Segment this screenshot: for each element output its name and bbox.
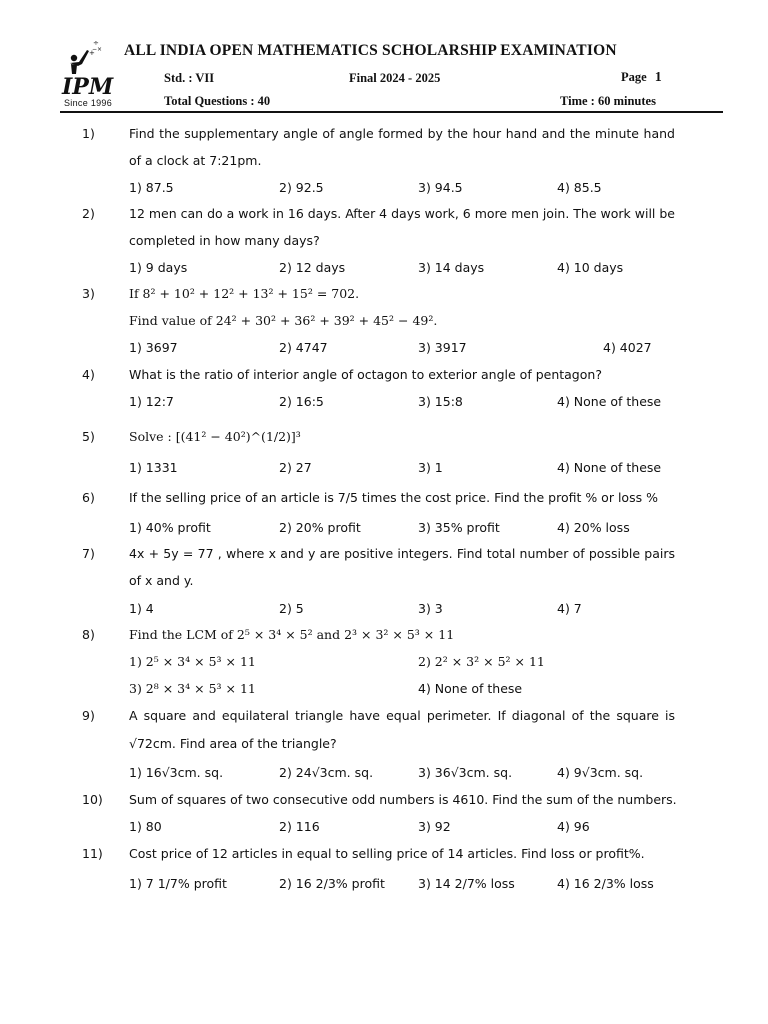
question-text-line: Find value of 24² + 30² + 36² + 39² + 45² − 49². xyxy=(129,313,438,328)
option-4: 4) 85.5 xyxy=(557,180,602,195)
option-4: 4) None of these xyxy=(557,460,662,475)
option-1: 1) 87.5 xyxy=(129,180,174,195)
option-2: 2) 27 xyxy=(279,460,312,475)
option-2: 2) 12 days xyxy=(279,260,346,275)
svg-text:÷: ÷ xyxy=(93,39,99,47)
question-text-line: Solve : [(41² − 40²)^(1/2)]³ xyxy=(129,429,301,444)
exam-header xyxy=(0,0,768,112)
option-4: 4) 16 2/3% loss xyxy=(557,876,654,891)
option-4: 4) 9√3cm. sq. xyxy=(557,765,644,780)
question-text-line: If 8² + 10² + 12² + 13² + 15² = 702. xyxy=(129,286,360,301)
option-3: 3) 1 xyxy=(418,460,443,475)
option-4: 4) 7 xyxy=(557,601,582,616)
option-4: 4) 4027 xyxy=(603,340,652,355)
question-text-line: A square and equilateral triangle have equal perimeter. If diagonal of the square is xyxy=(129,708,675,723)
question-text-line: What is the ratio of interior angle of octagon to exterior angle of pentagon? xyxy=(129,367,602,382)
svg-text:−×: −× xyxy=(92,46,103,53)
option-2: 2) 5 xyxy=(279,601,304,616)
option-1: 1) 16√3cm. sq. xyxy=(129,765,224,780)
total-questions: Total Questions : 40 xyxy=(164,94,271,108)
question-text-line: 12 men can do a work in 16 days. After 4 days work, 6 more men join. The work will be xyxy=(129,206,675,221)
header-divider xyxy=(60,111,723,113)
page-number: 1 xyxy=(654,70,662,85)
question-number: 9) xyxy=(82,708,95,723)
option-3: 3) 92 xyxy=(418,819,451,834)
option-1: 1) 12:7 xyxy=(129,394,174,409)
svg-text:+: + xyxy=(89,49,95,57)
question-text-line: √72cm. Find area of the triangle? xyxy=(129,736,337,751)
question-text-line: of a clock at 7:21pm. xyxy=(129,153,262,168)
question-text-line: 4x + 5y = 77 , where x and y are positive integers. Find total number of possible pairs xyxy=(129,546,675,561)
option-3: 3) 35% profit xyxy=(418,520,500,535)
question-text-line: of x and y. xyxy=(129,573,194,588)
option-3: 3) 94.5 xyxy=(418,180,463,195)
option-1: 1) 40% profit xyxy=(129,520,211,535)
question-number: 7) xyxy=(82,546,95,561)
option-2: 2) 20% profit xyxy=(279,520,361,535)
question-text-line: Cost price of 12 articles in equal to selling price of 14 articles. Find loss or profit%. xyxy=(129,846,645,861)
option-1: 1) 7 1/7% profit xyxy=(129,876,227,891)
option-1: 1) 1331 xyxy=(129,460,178,475)
question-number: 5) xyxy=(82,429,95,444)
option-3: 3) 15:8 xyxy=(418,394,463,409)
time-limit: Time : 60 minutes xyxy=(560,94,656,108)
option-2: 2) 116 xyxy=(279,819,320,834)
question-number: 11) xyxy=(82,846,103,861)
option-1: 1) 2⁵ × 3⁴ × 5³ × 11 xyxy=(129,654,256,669)
question-number: 10) xyxy=(82,792,103,807)
question-number: 1) xyxy=(82,126,95,141)
page-indicator xyxy=(621,70,662,86)
option-4: 4) None of these xyxy=(418,681,523,696)
option-3: 3) 36√3cm. sq. xyxy=(418,765,513,780)
option-4: 4) 96 xyxy=(557,819,590,834)
std-label: Std. : VII xyxy=(164,71,215,85)
option-2: 2) 4747 xyxy=(279,340,328,355)
option-3: 3) 3917 xyxy=(418,340,467,355)
option-1: 1) 3697 xyxy=(129,340,178,355)
question-text-line: Sum of squares of two consecutive odd numbers is 4610. Find the sum of the numbers. xyxy=(129,792,677,807)
option-2: 2) 16:5 xyxy=(279,394,324,409)
option-3: 3) 3 xyxy=(418,601,443,616)
option-1: 1) 80 xyxy=(129,819,162,834)
logo-since-text: Since 1996 xyxy=(64,98,113,108)
option-4: 4) None of these xyxy=(557,394,662,409)
option-3: 3) 14 2/7% loss xyxy=(418,876,515,891)
question-text-line: Find the supplementary angle of angle formed by the hour hand and the minute hand xyxy=(129,126,675,141)
option-1: 1) 9 days xyxy=(129,260,188,275)
session-label: Final 2024 - 2025 xyxy=(349,71,441,85)
question-text-line: Find the LCM of 2⁵ × 3⁴ × 5² and 2³ × 3² × 5³ × 11 xyxy=(129,627,455,642)
question-number: 3) xyxy=(82,286,95,301)
exam-title: ALL INDIA OPEN MATHEMATICS SCHOLARSHIP EXAMINATION xyxy=(124,42,617,59)
option-3: 3) 2⁸ × 3⁴ × 5³ × 11 xyxy=(129,681,256,696)
question-number: 8) xyxy=(82,627,95,642)
option-2: 2) 24√3cm. sq. xyxy=(279,765,374,780)
option-1: 1) 4 xyxy=(129,601,154,616)
question-number: 2) xyxy=(82,206,95,221)
question-number: 6) xyxy=(82,490,95,505)
option-3: 3) 14 days xyxy=(418,260,485,275)
ipm-logo xyxy=(60,36,120,110)
question-text-line: If the selling price of an article is 7/5 times the cost price. Find the profit % or loss % xyxy=(129,490,658,505)
ipm-logo-graphic xyxy=(60,36,120,98)
logo-ipm-text: IPM xyxy=(62,74,114,98)
option-2: 2) 16 2/3% profit xyxy=(279,876,385,891)
question-number: 4) xyxy=(82,367,95,382)
page-label: Page xyxy=(621,70,647,84)
question-text-line: completed in how many days? xyxy=(129,233,320,248)
option-2: 2) 92.5 xyxy=(279,180,324,195)
option-4: 4) 10 days xyxy=(557,260,624,275)
option-4: 4) 20% loss xyxy=(557,520,630,535)
option-2: 2) 2² × 3² × 5² × 11 xyxy=(418,654,545,669)
